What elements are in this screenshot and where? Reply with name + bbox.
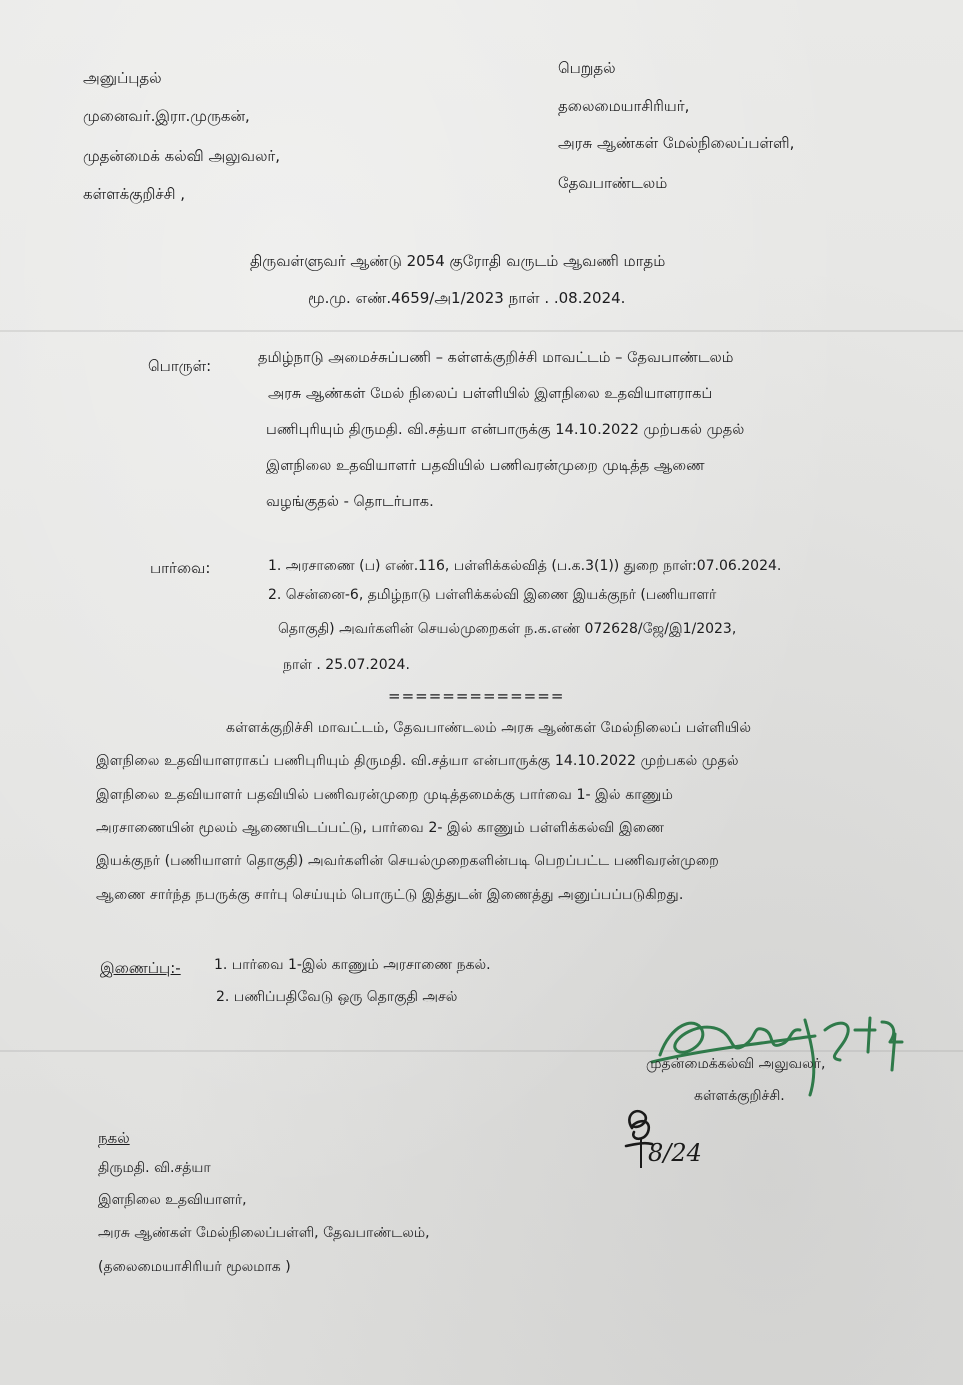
initial-date: 8/24 xyxy=(640,1138,702,1168)
calendar-dateline: திருவள்ளுவர் ஆண்டு 2054 குரோதி வருடம் ஆவணி மாதம் xyxy=(250,252,666,270)
reference-label: பார்வை: xyxy=(150,559,211,577)
paper-fold-line xyxy=(0,330,963,332)
subject-line: பணிபுரியும் திருமதி. வி.சத்யா என்பாருக்கு 14.10.2022 முற்பகல் முதல் xyxy=(266,421,745,438)
subject-line: இளநிலை உதவியாளர் பதவியில் பணிவரன்முறை முடித்த ஆணை xyxy=(266,457,705,474)
reference-line: நாள் . 25.07.2024. xyxy=(283,657,410,673)
reference-line: தொகுதி) அவர்களின் செயல்முறைகள் ந.க.எண் 072628/ஜே/இ1/2023, xyxy=(278,621,737,637)
subject-line: அரசு ஆண்கள் மேல் நிலைப் பள்ளியில் இளநிலை உதவியாளராகப் xyxy=(268,385,713,402)
sender-heading: அனுப்புதல் xyxy=(83,69,162,87)
recipient-designation: தலைமையாசிரியர், xyxy=(558,97,690,115)
signatory-place: கள்ளக்குறிச்சி. xyxy=(694,1088,785,1104)
recipient-heading: பெறுதல் xyxy=(558,59,616,77)
recipient-place: தேவபாண்டலம் xyxy=(558,174,668,192)
copy-line: அரசு ஆண்கள் மேல்நிலைப்பள்ளி, தேவபாண்டலம், xyxy=(98,1225,430,1241)
enclosure-item: 1. பார்வை 1-இல் காணும் அரசாணை நகல். xyxy=(214,957,491,973)
copy-line: திருமதி. வி.சத்யா xyxy=(98,1160,211,1176)
body-line: கள்ளக்குறிச்சி மாவட்டம், தேவபாண்டலம் அரசு ஆண்கள் மேல்நிலைப் பள்ளியில் xyxy=(226,720,752,736)
body-line: ஆணை சார்ந்த நபருக்கு சார்பு செய்யும் பொருட்டு இத்துடன் இணைத்து அனுப்பப்படுகிறது. xyxy=(96,887,684,903)
copy-line: (தலைமையாசிரியர் மூலமாக ) xyxy=(98,1259,291,1275)
reference-line: 2. சென்னை-6, தமிழ்நாடு பள்ளிக்கல்வி இணை இயக்குநர் (பணியாளர் xyxy=(268,587,717,603)
reference-number-line: மூ.மு. எண்.4659/அ1/2023 நாள் . .08.2024. xyxy=(308,289,626,307)
subject-line: தமிழ்நாடு அமைச்சுப்பணி – கள்ளக்குறிச்சி மாவட்டம் – தேவபாண்டலம் xyxy=(258,349,734,366)
copy-label: நகல் xyxy=(98,1129,130,1147)
separator-line: ============= xyxy=(388,687,565,705)
signatory-designation: முதன்மைக்கல்வி அலுவலர், xyxy=(646,1056,826,1072)
recipient-school: அரசு ஆண்கள் மேல்நிலைப்பள்ளி, xyxy=(558,134,795,152)
sender-name: முனைவர்.இரா.முருகன், xyxy=(83,107,250,125)
copy-line: இளநிலை உதவியாளர், xyxy=(98,1192,247,1208)
subject-label: பொருள்: xyxy=(148,357,212,375)
sender-designation: முதன்மைக் கல்வி அலுவலர், xyxy=(83,147,281,165)
body-line: இளநிலை உதவியாளர் பதவியில் பணிவரன்முறை முடித்தமைக்கு பார்வை 1- இல் காணும் xyxy=(96,787,674,803)
enclosure-label: இணைப்பு:- xyxy=(100,959,181,977)
reference-line: 1. அரசாணை (ப) எண்.116, பள்ளிக்கல்வித் (ப.க.3(1)) துறை நாள்:07.06.2024. xyxy=(268,558,782,574)
body-line: இயக்குநர் (பணியாளர் தொகுதி) அவர்களின் செயல்முறைகளின்படி பெறப்பட்ட பணிவரன்முறை xyxy=(96,853,719,869)
body-line: அரசாணையின் மூலம் ஆணையிடப்பட்டு, பார்வை 2- இல் காணும் பள்ளிக்கல்வி இணை xyxy=(96,820,665,836)
sender-place: கள்ளக்குறிச்சி , xyxy=(83,185,185,203)
subject-line: வழங்குதல் - தொடர்பாக. xyxy=(266,493,434,510)
enclosure-item: 2. பணிப்பதிவேடு ஒரு தொகுதி அசல் xyxy=(216,989,458,1005)
body-line: இளநிலை உதவியாளராகப் பணிபுரியும் திருமதி. வி.சத்யா என்பாருக்கு 14.10.2022 முற்பகல் முதல் xyxy=(96,753,739,769)
